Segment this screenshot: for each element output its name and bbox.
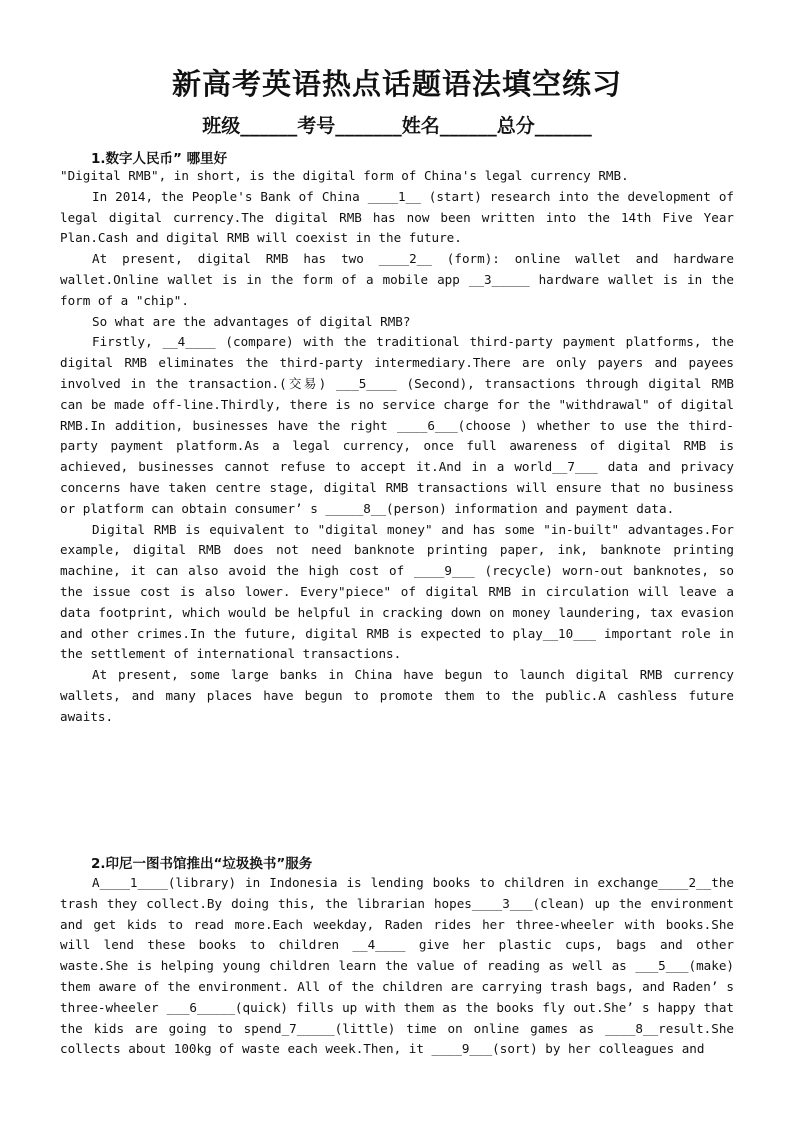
paragraph: In 2014, the People's Bank of China ____1__ (start) research into the development of legal digital currency.The digital RMB has now been written into the 14th Five Year Plan.Cash and digital RMB will coexist in the future.: [60, 188, 734, 246]
student-info-line: 班级______考号_______姓名______总分______: [202, 115, 592, 137]
paragraph: At present, digital RMB has two ____2__ (form): online wallet and hardware wallet.Online wallet is in the form of a mobile app __3_____ hardware wallet is in the form of a "chip".: [60, 251, 734, 308]
paragraph: So what are the advantages of digital RMB?: [92, 313, 411, 329]
paragraph: A____1____(library) in Indonesia is lending books to children in exchange____2__the trash they collect.By doing this, the librarian hopes____3___(clean) up the environment and get kids to read more.Each weekday, Raden rides her three-wheeler with books.She will lend these books to children __4____ give her plastic cups, bags and other waste.She is helping young children learn the value of reading as well as ___5___(make) them aware of the environment. All of the children are carrying trash bags, and Raden’ s three-wheeler ___6_____(quick) fills up with them as the books fly out.She’ s happy that the kids are going to spend_7_____(little) time on online games as ____8__result.She collects about 100kg of waste each week.Then, it ____9___(sort) by her colleagues and: [60, 875, 734, 1057]
paragraph: Digital RMB is equivalent to "digital money" and has some "in-built" advantages.For example, digital RMB does not need banknote printing paper, ink, banknote printing machine, it can also avoid the high cost of ____9___ (recycle) worn-out banknotes, so the issue cost is also lower. Every"piece" of digital RMB in circulation will leave a data footprint, which would be helpful in cracking down on money laundering, tax evasion and other crimes.In the future, digital RMB is expected to play__10___ important role in the settlement of international transactions.: [60, 521, 734, 662]
paragraph: At present, some large banks in China have begun to launch digital RMB currency wallets, and many places have begun to promote them to the public.A cashless future awaits.: [60, 667, 734, 724]
section-1-body: [60, 166, 734, 728]
paragraph: Firstly, __4____ (compare) with the traditional third-party payment platforms, the digital RMB eliminates the third-party intermediary.There are only payers and payees involved in the transaction.(交易) ___5____ (Second), transactions through digital RMB can be made off-line.Thirdly, there is no service charge for the "withdrawal" of digital RMB.In addition, businesses have the right ____6___(choose ) whether to use the third-party payment platform.As a legal currency, once full awareness of digital RMB is achieved, businesses cannot refuse to accept it.And in a world__7___ data and privacy concerns have taken centre stage, digital RMB transactions will ensure that no business or platform can obtain consumer’ s _____8__(person) information and payment data.: [60, 334, 734, 516]
paragraph: "Digital RMB", in short, is the digital form of China's legal currency RMB.: [60, 168, 629, 183]
page-title: 新高考英语热点话题语法填空练习: [171, 67, 622, 101]
section-2-heading: 2.印尼一图书馆推出“垃圾换书”服务: [91, 856, 313, 872]
section-1-heading: 1.数字人民币” 哪里好: [91, 151, 228, 167]
section-2-body: [60, 873, 734, 1060]
